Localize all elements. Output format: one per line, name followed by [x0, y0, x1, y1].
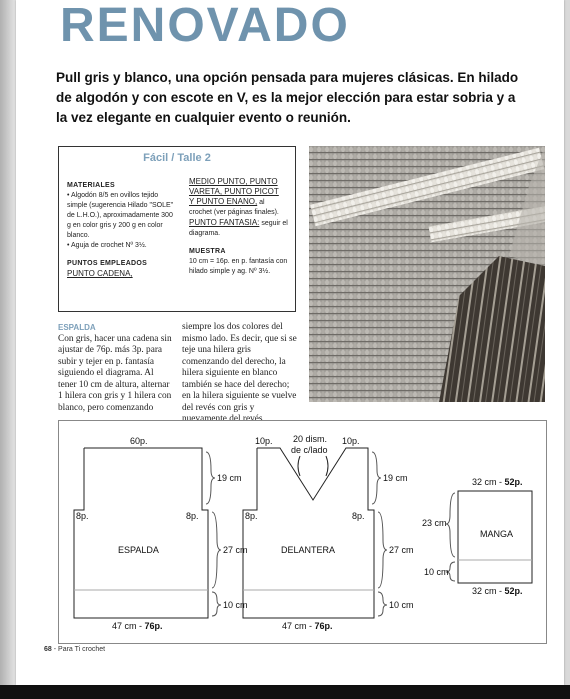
section-heading-espalda: ESPALDA: [58, 323, 96, 332]
brace-espalda-10: [212, 592, 221, 616]
espalda-right-label: 8p.: [186, 511, 199, 521]
fantasia-stitch: PUNTO FANTASIA:: [189, 218, 260, 227]
delantera-outline: [243, 448, 374, 618]
brace-espalda-27: [212, 512, 221, 588]
difficulty-size: Fácil / Talle 2: [143, 152, 211, 164]
delantera-left-top: 10p.: [255, 436, 273, 446]
stitch-line: Y PUNTO ENANO,: [189, 197, 258, 206]
stitch-line: MEDIO PUNTO, PUNTO: [189, 177, 278, 186]
materials-item: • Algodón 8/5 en ovillos tejido simple (sugerencia Hilado "SOLE" de L.H.O.), aproximadamente 300 g en color gris y 200 g en color blanco.: [67, 192, 174, 239]
manga-height-23: 23 cm: [422, 518, 447, 528]
stitches-heading: PUNTOS EMPLEADOS: [67, 260, 148, 267]
brace-delantera-27: [378, 512, 387, 588]
manga-name: MANGA: [480, 529, 514, 539]
gauge-heading: MUESTRA: [189, 248, 226, 255]
dism-arrow-right: [326, 456, 328, 476]
height-10-delantera: 10 cm: [389, 600, 414, 610]
dism-label: 20 dism.: [293, 434, 328, 444]
delantera-right-label: 8p.: [352, 511, 365, 521]
manga-top-label: 32 cm - 52p.: [472, 477, 523, 487]
espalda-bottom-label: 47 cm - 76p.: [112, 621, 163, 631]
delantera-left-label: 8p.: [245, 511, 258, 521]
espalda-outline: [74, 448, 208, 618]
instructions-text: Con gris, hacer una cadena sin ajustar de 76p. más 3p. para subir y tejer en p. fantasía siguiendo el diagrama. Al tener 10 cm de altura, alternar 1 hilera con gris y 1 hilera con blanco, pero comenzando: [58, 333, 172, 413]
manga-height-10: 10 cm: [424, 567, 449, 577]
height-10-espalda: 10 cm: [223, 600, 248, 610]
delantera-bottom-label: 47 cm - 76p.: [282, 621, 333, 631]
dism-arrow-left: [298, 456, 300, 476]
espalda-top-label: 60p.: [130, 436, 148, 446]
height-19-delantera: 19 cm: [383, 473, 408, 483]
delantera-name: DELANTERA: [281, 545, 336, 555]
instructions-text: siempre los dos colores del mismo lado. Es decir, que si se teje una hilera gris comenzando del derecho, la hilera siguiente en blanco también se hace del derecho; en la hilera siguiente se vuelve del revés con gris y nuevamente del revés: [182, 322, 297, 424]
materials-item: • Aguja de crochet Nº 3½.: [67, 242, 147, 249]
manga-bottom-label: 32 cm - 52p.: [472, 586, 523, 596]
height-27-espalda: 27 cm: [223, 545, 248, 555]
height-19-espalda: 19 cm: [217, 473, 242, 483]
espalda-left-label: 8p.: [76, 511, 89, 521]
height-27-delantera: 27 cm: [389, 545, 414, 555]
espalda-name: ESPALDA: [118, 545, 159, 555]
gauge-text: 10 cm = 16p. en p. fantasía con hilado simple y ag. Nº 3½.: [189, 258, 288, 275]
dism-label-2: de c/lado: [291, 445, 328, 455]
stitch-cadena: PUNTO CADENA,: [67, 269, 133, 278]
materials-heading: MATERIALES: [67, 182, 115, 189]
fantasia-note: seguir el diagrama.: [189, 220, 288, 237]
stitch-line: VARETA, PUNTO PICOT: [189, 187, 279, 196]
delantera-right-top: 10p.: [342, 436, 360, 446]
intro-text: Pull gris y blanco, una opción pensada para mujeres clásicas. En hilado de algodón y con escote en V, es la mejor elección para estar sobria y a la vez elegante en cualquier evento o reunión.: [56, 70, 519, 125]
brace-delantera-10: [378, 592, 387, 616]
brace-delantera-19: [372, 452, 381, 504]
brace-espalda-19: [206, 452, 215, 504]
page-footer: 68 - Para Ti crochet: [44, 646, 106, 653]
page-title: RENOVADO: [60, 0, 350, 52]
stitch-note: al crochet (ver páginas finales).: [189, 199, 279, 216]
brace-manga-23: [446, 493, 455, 557]
